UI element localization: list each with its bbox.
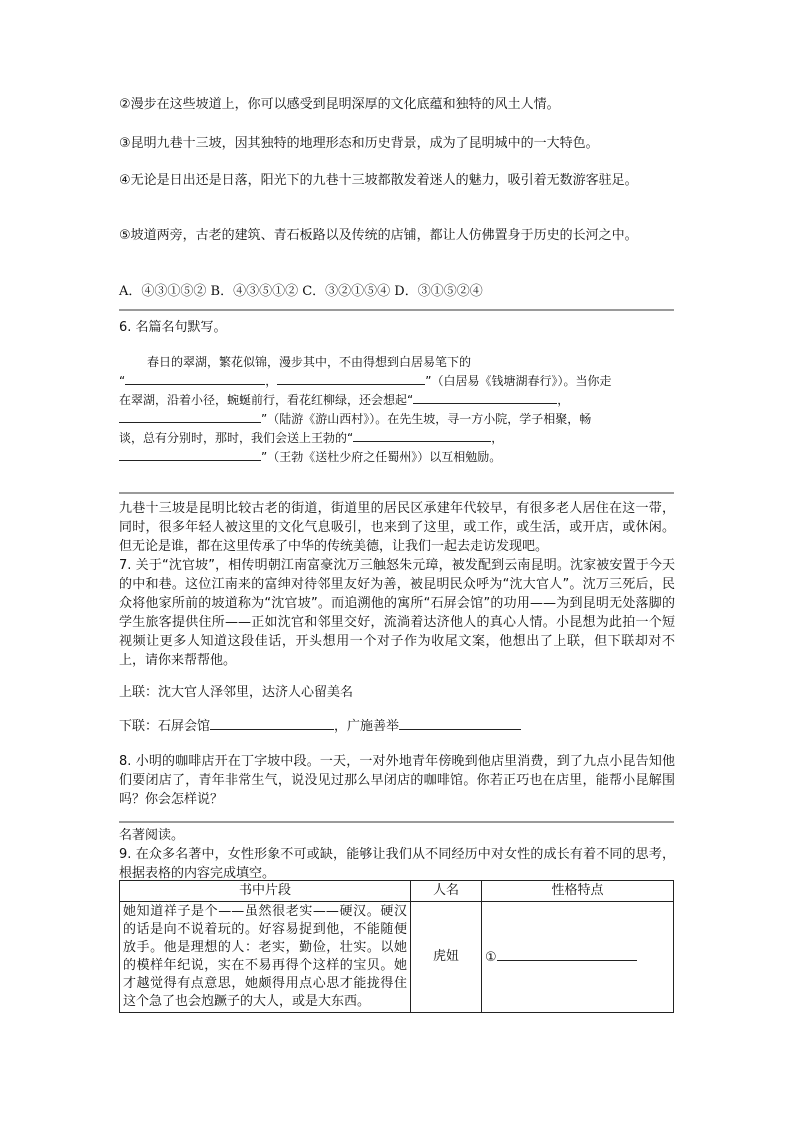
table-header-row (120, 881, 674, 902)
q6-blank-3[interactable] (413, 391, 557, 404)
q6-comma: ， (265, 374, 278, 388)
q6-line-4: ”（陆游《游山西村》）。在先生坡，寻一方小院，学子相聚，畅 (119, 410, 675, 429)
header-trait: 性格特点 (482, 881, 674, 902)
header-name: 人名 (411, 881, 482, 902)
q6-body (119, 353, 675, 467)
q5-item-5: ⑤坡道两旁，古老的建筑、青石板路以及传统的店铺，都让人仿佛置身于历史的长河之中。 (119, 228, 638, 243)
header-excerpt: 书中片段 (120, 881, 411, 902)
q7-lower-couplet: 下联：石屏会馆 ，广施善举 (119, 717, 675, 736)
q6-blank-4[interactable] (119, 410, 261, 423)
section-divider (119, 492, 674, 494)
q6-line-3: 在翠湖，沿着小径，蜿蜒前行，看花红柳绿，还会想起“ ， (119, 393, 570, 407)
excerpt-cell: 她知道祥子是个——虽然很老实——硬汉。硬汉的话是向不说着玩的。好容易捉到他，不能随便放手。他是理想的人：老实，勤俭，壮实。以她的模样年纪说，实在不易再得个这样的宝贝。她才越觉得有点意思，她颇得用点心思才能拢得住这个急了也会尥蹶子的大人，或是大东西。 (120, 902, 411, 1013)
q5-item-2: ②漫步在这些坡道上，你可以感受到昆明深厚的文化底蕴和独特的风土人情。 (119, 97, 560, 112)
q9-table (119, 880, 674, 1013)
trait-blank[interactable] (497, 948, 637, 961)
trait-marker: ① (485, 949, 497, 965)
q7-upper-couplet: 上联：沈大官人泽邻里，达济人心留美名 (119, 685, 354, 700)
name-cell: 虎妞 (411, 902, 482, 1013)
q5-options: A．④③①⑤② B．④③⑤①② C．③②①⑤④ D．③①⑤②④ (119, 284, 483, 299)
q6-line-6: ”（王勃《送杜少府之任蜀州》）以互相勉励。 (119, 448, 675, 467)
q6-line-5: 谈，总有分别时，那时，我们会送上王勃的“ ， (119, 431, 504, 445)
q8-text: 8. 小明的咖啡店开在丁字坡中段。一天，一对外地青年傍晚到他店里消费，到了九点小昆告知他们要闭店了，青年非常生气，说没见过那么早闭店的咖啡馆。你若正巧也在店里，能帮小昆解围吗？你会怎样说？ (119, 754, 675, 807)
q9-section-title: 名著阅读。 (119, 828, 185, 843)
section-divider (119, 309, 674, 311)
q6-blank-1[interactable] (125, 372, 265, 385)
table-row (120, 902, 674, 1013)
q7-blank-1[interactable] (210, 717, 334, 730)
q7-intro: 九巷十三坡是昆明比较古老的街道，街道里的居民区承建年代较早，有很多老人居住在这一带，同时，很多年轻人被这里的文化气息吸引，也来到了这里，或工作，或生活，或开店，或休闲。但无论是谁，都在这里传承了中华的传统美德，让我们一起去走访发现吧。 7. 关于“沈官坡”，相传明朝江南富豪沈万三触怒朱元璋，被发配到云南昆明。沈家被安置于今天的中和巷。这位江南来的富绅对待邻里友好为善，被昆明民众呼为“沈大官人”。沈万三死后，民众将他家所前的坡道称为“沈官坡”。而追溯他的寓所“石屏会馆”的功用——为到昆明无处落脚的学生旅客提供住所——正如沈官和邻里交好，流淌着达济他人的真心人情。小昆想为此拍一个短视频让更多人知道这段佳话，开头想用一个对子作为收尾文案，他想出了上联，但下联却对不上，请你来帮帮他。 (119, 501, 675, 668)
q6-open-quote: “ (119, 374, 126, 388)
q5-item-4: ④无论是日出还是日落，阳光下的九巷十三坡都散发着迷人的魅力，吸引着无数游客驻足。 (119, 173, 638, 188)
q6-line-1: 春日的翠湖，繁花似锦，漫步其中，不由得想到白居易笔下的 (147, 355, 472, 369)
q6-blank-6[interactable] (119, 448, 261, 461)
q7-blank-2[interactable] (399, 717, 521, 730)
q6-line-2 (119, 372, 675, 391)
q9-text: 9. 在众多名著中，女性形象不可或缺，能够让我们从不同经历中对女性的成长有着不同的思考，根据表格的内容完成填空。 (119, 847, 675, 881)
q6-line-2-end: ”（白居易《钱塘湖春行》）。当你走 (425, 374, 612, 388)
q6-title: 6. 名篇名句默写。 (119, 320, 227, 335)
trait-cell (482, 902, 674, 1013)
section-divider (119, 821, 674, 823)
q6-blank-5[interactable] (353, 429, 491, 442)
q6-blank-2[interactable] (277, 372, 425, 385)
q7-body: 7. 关于“沈官坡”，相传明朝江南富豪沈万三触怒朱元璋，被发配到云南昆明。沈家被安置于今天的中和巷。这位江南来的富绅对待邻里友好为善，被昆明民众呼为“沈大官人”。沈万三死后，民众将他家所前的坡道称为“沈官坡”。而追溯他的寓所“石屏会馆”的功用——为到昆明无处落脚的学生旅客提供住所——正如沈官和邻里交好，流淌着达济他人的真心人情。小昆想为此拍一个短视频让更多人知道这段佳话，开头想用一个对子作为收尾文案，他想出了上联，但下联却对不上，请你来帮帮他。 (119, 558, 675, 668)
q5-item-3: ③昆明九巷十三坡，因其独特的地理形态和历史背景，成为了昆明城中的一大特色。 (119, 136, 599, 151)
